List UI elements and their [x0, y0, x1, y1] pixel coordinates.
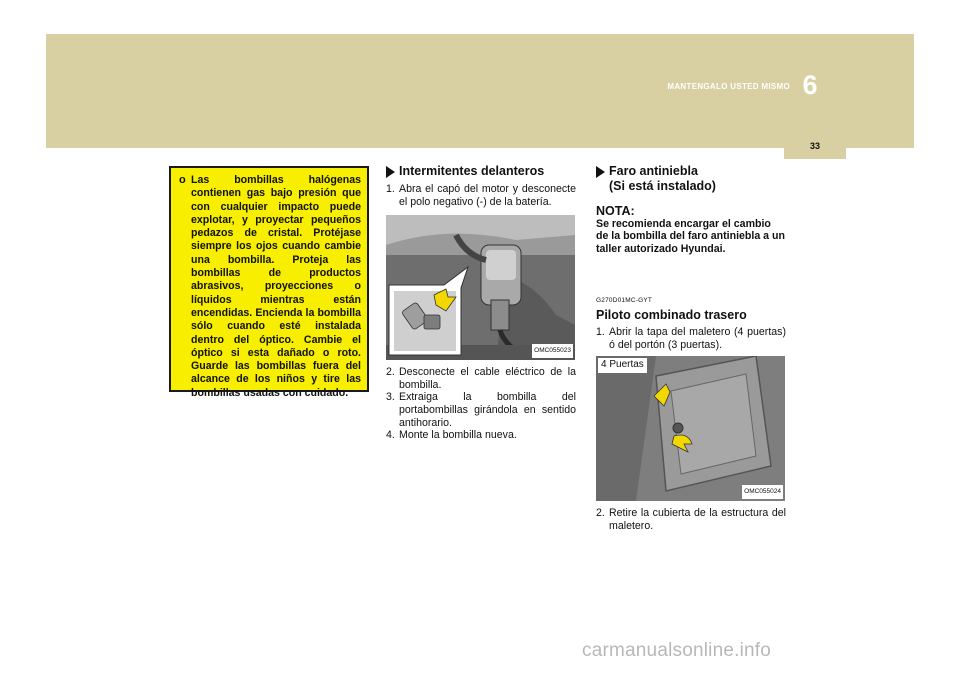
photo-label: 4 Puertas [598, 358, 647, 373]
warning-bullet: o [179, 174, 186, 186]
front-signal-photo [386, 215, 575, 360]
header-band [46, 34, 914, 148]
front-signals-heading: Intermitentes delanteros [386, 164, 576, 179]
triangle-bullet-icon [596, 166, 605, 178]
rear-combo-heading: Piloto combinado trasero [596, 307, 747, 322]
front-step-3: 3. Extraiga la bombilla del portabombillas girándola en sentido antihorario. [386, 391, 576, 429]
warning-box [169, 166, 369, 399]
front-signal-illustration [386, 215, 575, 360]
rear-step-1: 1. Abrir la tapa del maletero (4 puertas) ó del portón (3 puertas). [596, 325, 786, 351]
rear-step-2: 2. Retire la cubierta de la estructura del maletero. [596, 507, 786, 532]
photo-code: OMC055024 [742, 485, 783, 500]
front-step-4: 4. Monte la bombilla nueva. [386, 429, 517, 442]
rear-trunk-photo [596, 356, 785, 501]
fog-light-heading: Faro antiniebla (Si está instalado) [596, 164, 786, 194]
rear-section-code: G270D01MC-GYT [596, 297, 653, 305]
watermark: carmanualsonline.info [582, 640, 772, 661]
rear-trunk-illustration [596, 356, 785, 501]
nota-text: Se recomienda encargar el cambio de la bombilla del faro antiniebla a un taller autorizado Hyundai. [596, 217, 785, 255]
nota-title: NOTA: [596, 204, 635, 218]
fog-and-rear-section [596, 164, 786, 532]
chapter-number: 6 [802, 70, 818, 100]
warning-text: Las bombillas halógenas contienen gas bajo presión que con cualquier impacto puede explotar, y proyectar pequeños pedazos de cristal. Protéjase siempre los ojos cuando cambie una bombilla. Proteja las bombillas de productos abrasivos, proyecciones o líquidos mientras están encendidas. Encienda la bombilla sólo cuando esté instalada dentro del óptico. Cambie el óptico si esta dañado o roto. Guarde las bombillas fuera del alcance de los niños y tire las bombillas usadas con cuidado. [191, 174, 361, 399]
page-number: 33 [809, 141, 820, 151]
front-step-2: 2. Desconecte el cable eléctrico de la bombilla. [386, 366, 576, 391]
section-title: MANTENGALO USTED MISMO [667, 82, 790, 91]
triangle-bullet-icon [386, 166, 395, 178]
front-signals-section [386, 164, 576, 442]
photo-code: OMC055023 [532, 344, 573, 359]
front-step-1: 1. Abra el capó del motor y desconecte el polo negativo (-) de la batería. [386, 183, 576, 208]
